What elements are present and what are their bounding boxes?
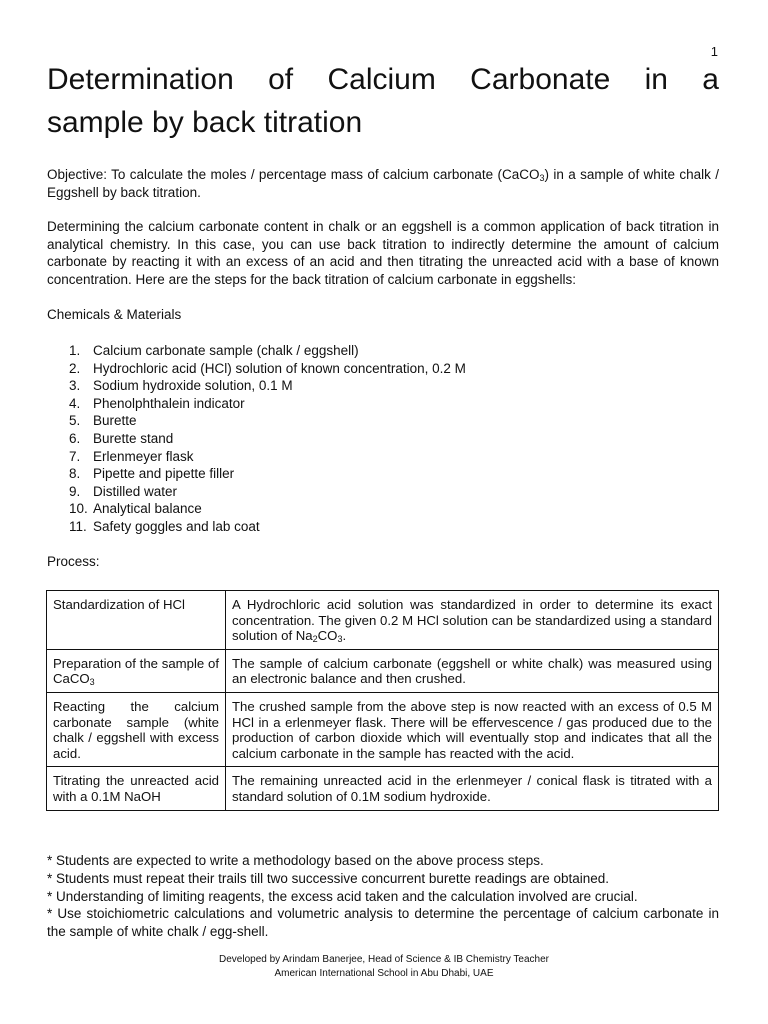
footer	[0, 953, 768, 981]
list-item-text: Distilled water	[93, 483, 178, 499]
list-item-text: Erlenmeyer flask	[93, 448, 194, 464]
note-line: * Students must repeat their trails till two successive concurrent burette readings are obtained.	[47, 870, 610, 886]
process-description-text: CO	[317, 628, 338, 644]
table-row	[47, 692, 719, 766]
note-line: * Understanding of limiting reagents, the excess acid taken and the calculation involved are crucial.	[47, 888, 638, 904]
table-row	[47, 649, 719, 692]
process-heading: Process:	[47, 554, 100, 569]
materials-list	[47, 342, 466, 536]
page-title	[47, 58, 719, 144]
process-description-text: .	[342, 628, 347, 644]
process-description-cell: The remaining unreacted acid in the erlenmeyer / conical flask is titrated with a standard solution of 0.1M sodium hydroxide.	[226, 767, 719, 810]
objective-text-start: Objective: To calculate the moles / percentage mass of calcium carbonate (CaCO	[47, 167, 540, 182]
note-line: * Students are expected to write a methodology based on the above process steps.	[47, 853, 544, 868]
list-item-text: Burette	[93, 413, 137, 429]
footer-author: Developed by Arindam Banerjee, Head of Science & IB Chemistry Teacher	[219, 954, 549, 965]
list-item-text: Hydrochloric acid (HCl) solution of known concentration, 0.2 M	[93, 360, 466, 376]
list-item-number: 8.	[69, 466, 81, 482]
list-item	[47, 465, 466, 483]
list-item-number: 6.	[69, 430, 81, 446]
objective-subscript: 3	[539, 173, 545, 183]
process-step-cell: Reacting the calcium carbonate sample (white chalk / eggshell with excess acid.	[47, 692, 226, 766]
list-item	[47, 342, 466, 360]
list-item-text: Sodium hydroxide solution, 0.1 M	[93, 378, 293, 394]
list-item	[47, 395, 466, 413]
subscript: 2	[312, 634, 318, 645]
process-step-text: Preparation of the sample of CaCO	[53, 655, 219, 687]
list-item-number: 9.	[69, 483, 81, 499]
list-item	[47, 377, 466, 395]
list-item	[47, 448, 466, 466]
page-number: 1	[710, 44, 718, 59]
notes-section	[47, 852, 719, 941]
process-step-cell	[47, 649, 226, 692]
subscript: 3	[89, 677, 95, 688]
list-item-number: 1.	[69, 343, 81, 358]
list-item-text: Calcium carbonate sample (chalk / eggshell)	[93, 343, 359, 358]
process-description-text: A Hydrochloric acid solution was standardized in order to determine its exact concentration. The given 0.2 M HCl solution can be standardized using a standard solution of Na	[232, 597, 712, 644]
list-item-text: Phenolphthalein indicator	[93, 395, 245, 411]
title-line-2: sample by back titration	[47, 106, 363, 139]
list-item-number: 10.	[69, 501, 88, 517]
list-item-number: 11.	[69, 518, 87, 534]
footer-school: American International School in Abu Dhabi, UAE	[274, 968, 494, 979]
objective-paragraph	[47, 166, 719, 201]
list-item-number: 2.	[69, 360, 81, 376]
table-row	[47, 767, 719, 810]
list-item	[47, 360, 466, 378]
list-item-text: Pipette and pipette filler	[93, 466, 235, 482]
objective-text-end: ) in a sample of white chalk / Eggshell by back titration.	[47, 167, 720, 200]
list-item-number: 3.	[69, 378, 81, 394]
title-line-1: Determination of Calcium Carbonate in a	[47, 63, 719, 96]
process-step-cell: Titrating the unreacted acid with a 0.1M NaOH	[47, 767, 226, 810]
process-table	[46, 590, 719, 811]
chemicals-heading: Chemicals & Materials	[47, 307, 182, 322]
list-item-text: Analytical balance	[93, 501, 202, 517]
table-row	[47, 591, 719, 650]
list-item	[47, 483, 466, 501]
list-item-number: 5.	[69, 413, 81, 429]
intro-paragraph: Determining the calcium carbonate content in chalk or an eggshell is a common application of back titration in analytical chemistry. In this case, you can use back titration to indirectly determine the amount of calcium carbonate by reacting it with an excess of an acid and then titrating the unreacted acid with a base of known concentration. Here are the steps for the back titration of calcium carbonate in eggshells:	[47, 219, 719, 287]
list-item	[47, 518, 466, 536]
list-item-text: Safety goggles and lab coat	[93, 518, 260, 534]
process-description-cell: The crushed sample from the above step is now reacted with an excess of 0.5 M HCl in a erlenmeyer flask. There will be effervescence / gas produced due to the production of carbon dioxide which will eventually stop and indicates that all the calcium carbonate in the sample has reacted with the acid.	[226, 692, 719, 766]
subscript: 3	[337, 634, 343, 645]
list-item-number: 4.	[69, 395, 81, 411]
list-item	[47, 500, 466, 518]
process-description-cell: The sample of calcium carbonate (eggshell or white chalk) was measured using an electronic balance and then crushed.	[226, 649, 719, 692]
process-description-cell	[226, 591, 719, 650]
process-step-cell: Standardization of HCl	[47, 591, 226, 650]
list-item-number: 7.	[69, 448, 81, 464]
note-line: * Use stoichiometric calculations and volumetric analysis to determine the percentage of calcium carbonate in the sample of white chalk / egg-shell.	[47, 906, 719, 940]
list-item	[47, 430, 466, 448]
list-item-text: Burette stand	[93, 430, 174, 446]
list-item	[47, 412, 466, 430]
